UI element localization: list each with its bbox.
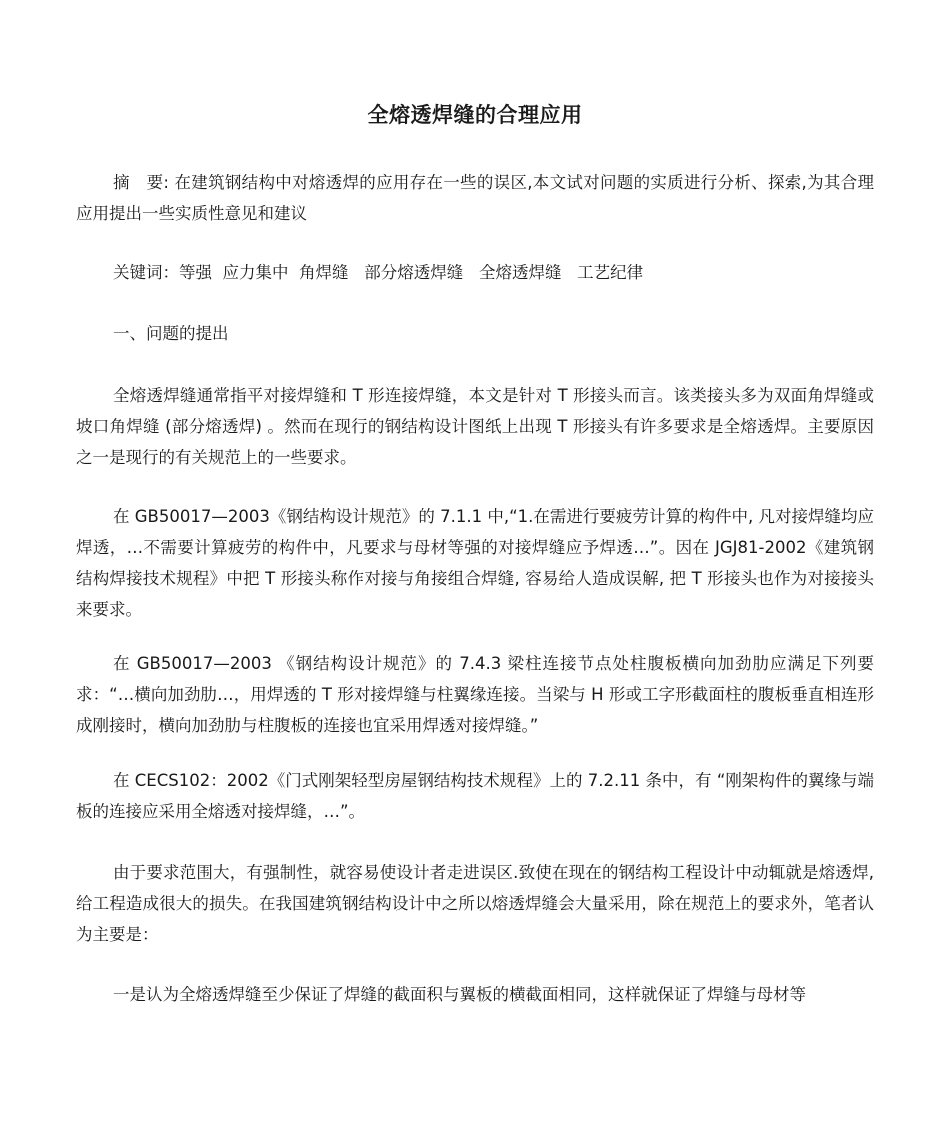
section-heading: 一、问题的提出 [113,324,229,343]
body-paragraph: 在 CECS102：2002《门式刚架轻型房屋钢结构技术规程》上的 7.2.11 条中，有 “刚架构件的翼缘与端板的连接应采用全熔透对接焊缝，…”。 [76,771,874,821]
body-paragraph: 一是认为全熔透焊缝至少保证了焊缝的截面积与翼板的横截面相同，这样就保证了焊缝与母材等 [113,985,806,1004]
body-paragraph: 全熔透焊缝通常指平对接焊缝和 T 形连接焊缝，本文是针对 T 形接头而言。该类接头多为双面角焊缝或坡口角焊缝 (部分熔透焊) 。然而在现行的钢结构设计图纸上出现 T 形接头有许多要求是全熔透焊。主要原因之一是现行的有关规范上的一些要求。 [76,386,874,467]
document-title: 全熔透焊缝的合理应用 [367,103,583,127]
body-paragraph: 在 GB50017—2003《钢结构设计规范》的 7.1.1 中,“1.在需进行要疲劳计算的构件中, 凡对接焊缝均应焊透，…不需要计算疲劳的构件中，凡要求与母材等强的对接焊缝应予焊透…”。因在 JGJ81-2002《建筑钢结构焊接技术规程》中把 T 形接头称作对接与角接组合焊缝, 容易给人造成误解, 把 T 形接头也作为对接接头来要求。 [76,507,874,619]
keywords-line: 关键词：等强 应力集中 角焊缝 部分熔透焊缝 全熔透焊缝 工艺纪律 [113,263,644,282]
body-paragraph: 由于要求范围大，有强制性，就容易使设计者走进误区.致使在现在的钢结构工程设计中动辄就是熔透焊,给工程造成很大的损失。在我国建筑钢结构设计中之所以熔透焊缝会大量采用，除在规范上的要求外，笔者认为主要是： [76,863,874,944]
body-paragraph: 在 GB50017—2003 《钢结构设计规范》的 7.4.3 梁柱连接节点处柱腹板横向加劲肋应满足下列要求：“…横向加劲肋…，用焊透的 T 形对接焊缝与柱翼缘连接。当梁与 H 形或工字形截面柱的腹板垂直相连形成刚接时，横向加劲肋与柱腹板的连接也宜采用焊透对接焊缝。” [76,654,874,735]
abstract-paragraph: 摘 要: 在建筑钢结构中对熔透焊的应用存在一些的误区,本文试对问题的实质进行分析、探索,为其合理应用提出一些实质性意见和建议 [76,173,874,223]
